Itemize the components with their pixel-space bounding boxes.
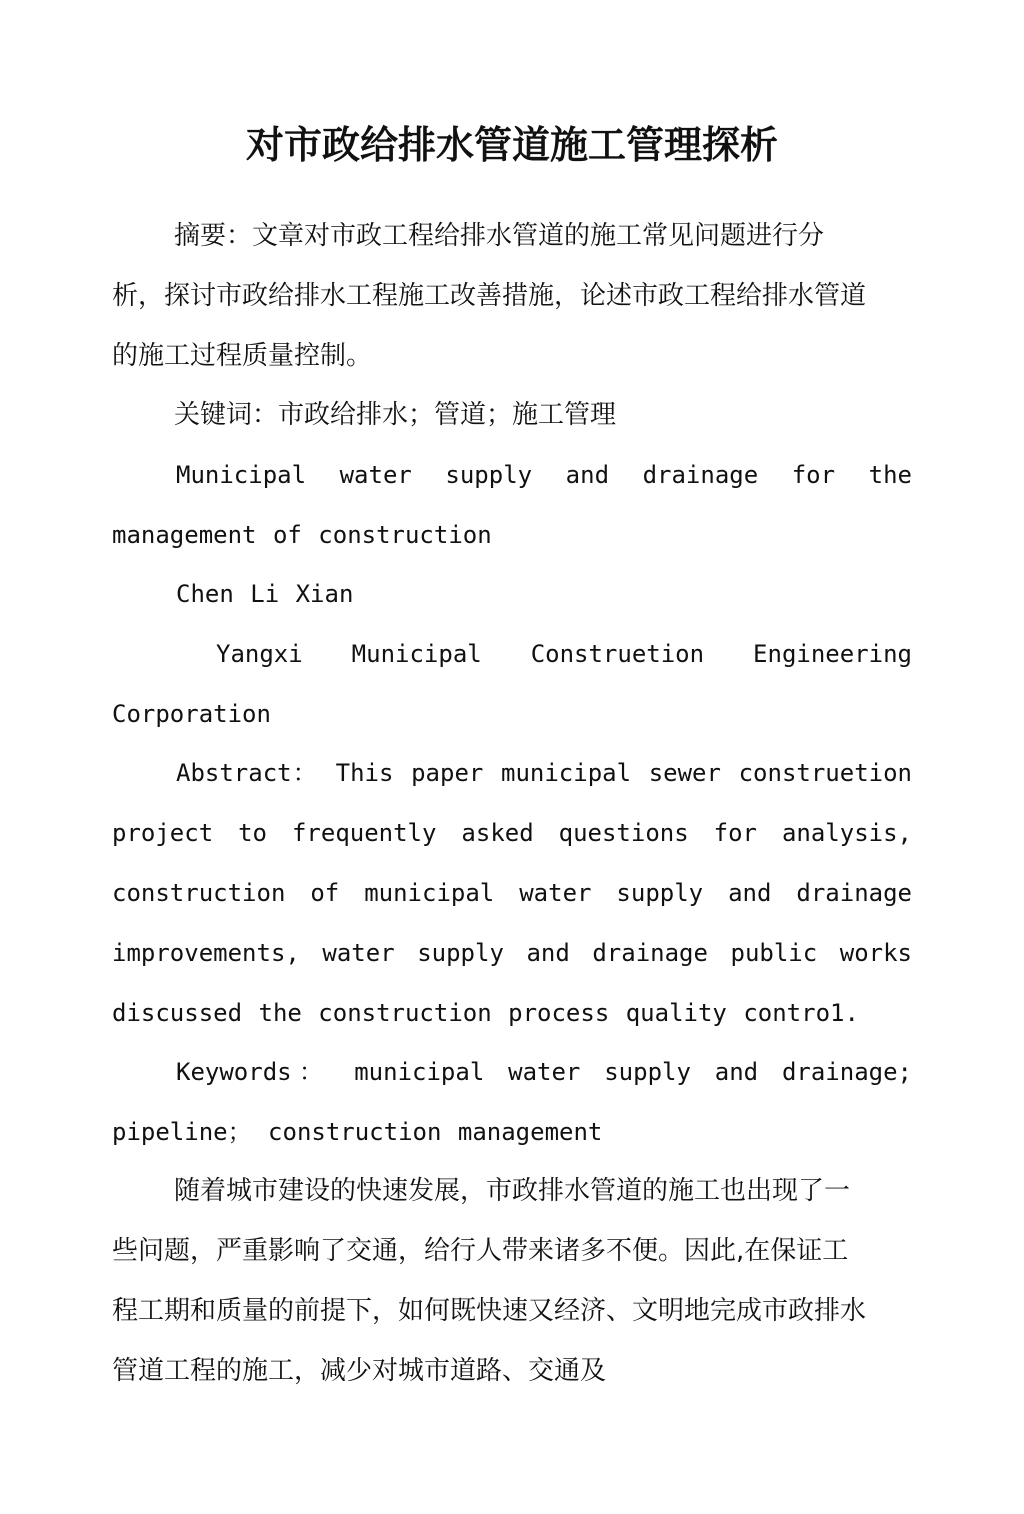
body-paragraph: 随着城市建设的快速发展，市政排水管道的施工也出现了一些问题，严重影响了交通，给行人带来诸多不便。因此,在保证工程工期和质量的前提下，如何既快速又经济、文明地完成市政排水管道工程的施工，减少对城市道路、交通及	[112, 1176, 867, 1386]
keywords-cn: 关键词：市政给排水；管道；施工管理	[174, 400, 617, 430]
paper-title: 对市政给排水管道施工管理探析	[245, 123, 778, 168]
author-name: Chen Li Xian	[176, 580, 354, 608]
keywords-en: Keywords： municipal water supply and drainage; pipeline； construction management	[112, 1058, 912, 1146]
abstract-cn: 摘要：文章对市政工程给排水管道的施工常见问题进行分析，探讨市政给排水工程施工改善措施，论述市政工程给排水管道的施工过程质量控制。	[112, 221, 867, 371]
abstract-en: Abstract： This paper municipal sewer construetion project to frequently asked questions for analysis, construction of municipal water supply and drainage improvements, water supply and drainage public works discussed the construction process quality contro1.	[112, 759, 912, 1027]
affiliation: Yangxi Municipal Construetion Engineering Corporation	[112, 640, 912, 728]
english-title: Municipal water supply and drainage for the management of construction	[112, 461, 912, 549]
